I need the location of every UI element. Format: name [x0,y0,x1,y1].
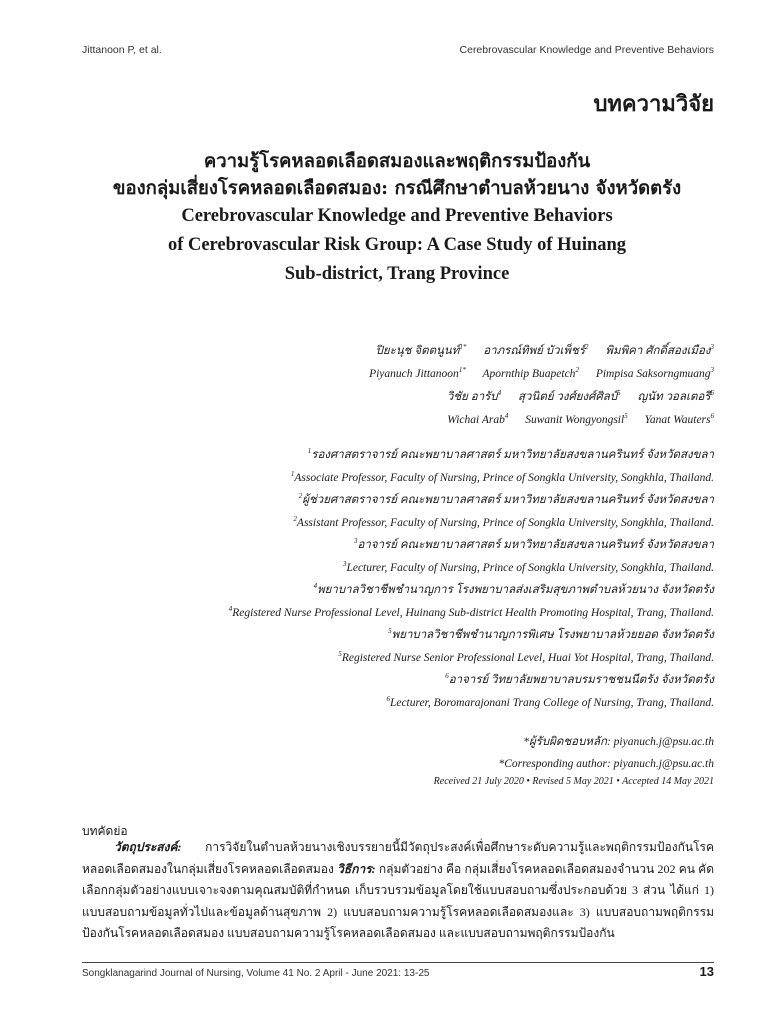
author-name: Apornthip Buapetch [482,368,576,380]
affiliation-sup: 4 [313,582,318,591]
author-row-english-1 [114,363,714,386]
affiliation-text: Lecturer, Boromarajonani Trang College of Nursing, Trang, Thailand. [389,696,714,709]
affiliation-line [24,489,714,512]
affiliation-text: อาจารย์ วิทยาลัยพยาบาลบรมราชชนนีตรัง จังหวัดตรัง [448,674,714,686]
author-name: ปิยะนุช จิตตนูนท์ [375,345,460,357]
section-label: บทความวิจัย [593,91,714,117]
author-name: อาภรณ์ทิพย์ บัวเพ็ชร์ [483,345,586,357]
affiliation-line [24,444,714,467]
footer-rule [82,962,714,963]
title-thai-line-1: ความรู้โรคหลอดเลือดสมองและพฤติกรรมป้องกัน [203,151,591,172]
abstract-heading: บทคัดย่อ [82,824,128,838]
author-name: Suwanit Wongyongsil [525,414,625,426]
author-sup: 4 [497,389,502,398]
author-sup: 3 [710,343,714,352]
title-thai-line-2: ของกลุ่มเสี่ยงโรคหลอดเลือดสมอง: กรณีศึกษาตำบลห้วยนาง จังหวัดตรัง [112,178,682,199]
author-row-thai-2 [114,386,714,409]
corresponding-author-thai: *ผู้รับผิดชอบหลัก: piyanuch.j@psu.ac.th [523,736,714,748]
author-name: ญนัท วอลเตอรี [637,391,711,403]
affiliation-sup: 3 [354,537,358,546]
corresponding-author-english: *Corresponding author: piyanuch.j@psu.ac.th [498,758,714,770]
affiliation-line [24,647,714,670]
affiliation-text: พยาบาลวิชาชีพชำนาญการพิเศษ โรงพยาบาลห้วยยอด จังหวัดตรัง [391,629,714,641]
author-sup: 1* [459,343,467,352]
author-row-english-2 [114,409,714,432]
affiliation-line [24,557,714,580]
author-sup: 6 [710,412,714,421]
running-header-author: Jittanoon P, et al. [82,44,162,56]
author-name: Yanat Wauters [644,414,711,426]
affiliation-text: Associate Professor, Faculty of Nursing, Prince of Songkla University, Songkhla, Thailand. [294,471,714,484]
affiliation-sup: 1 [307,447,312,456]
author-sup: 1* [458,366,466,375]
affiliation-sup: 6 [445,672,449,681]
affiliation-text: ผู้ช่วยศาสตราจารย์ คณะพยาบาลศาสตร์ มหาวิทยาลัยสงขลานครินทร์ จังหวัดสงขลา [302,494,714,506]
footer-journal-citation: Songklanagarind Journal of Nursing, Volume 41 No. 2 April - June 2021: 13-25 [82,968,430,979]
affiliation-line [24,669,714,692]
affiliation-sup: 4 [228,604,233,613]
affiliation-sup: 6 [386,694,390,703]
affiliation-line [24,467,714,490]
author-name: Wichai Arab [447,414,505,426]
affiliation-sup: 2 [298,492,303,501]
affiliation-text: พยาบาลวิชาชีพชำนาญการ โรงพยาบาลส่งเสริมสุขภาพตำบลห้วยนาง จังหวัดตรัง [317,584,714,596]
author-sup: 6 [710,389,714,398]
author-name: Pimpisa Saksorngmuang [595,368,711,380]
author-name: Piyanuch Jittanoon [369,368,459,380]
article-title [60,148,734,289]
affiliation-line [24,624,714,647]
affiliation-line [24,692,714,715]
affiliation-text: Assistant Professor, Faculty of Nursing, Prince of Songkla University, Songkhla, Thailand. [296,516,714,529]
affiliation-sup: 2 [293,514,297,523]
affiliation-sup: 5 [338,649,342,658]
method-label: วิธีการ: [337,861,376,876]
abstract-body [82,837,714,945]
affiliation-line [24,602,714,625]
affiliation-text: รองศาสตราจารย์ คณะพยาบาลศาสตร์ มหาวิทยาลัยสงขลานครินทร์ จังหวัดสงขลา [311,449,714,461]
author-sup: 4 [504,412,509,421]
affiliation-text: Lecturer, Faculty of Nursing, Prince of Songkla University, Songkhla, Thailand. [346,561,714,574]
corresponding-author [214,731,714,775]
author-sup: 2 [585,343,589,352]
affiliation-text: Registered Nurse Professional Level, Huinang Sub-district Health Promoting Hospital, Trang, Thailand. [232,606,714,619]
title-english-line-2: of Cerebrovascular Risk Group: A Case Study of Huinang [167,235,627,255]
running-header-title: Cerebrovascular Knowledge and Preventive Behaviors [459,44,714,56]
method-text: กลุ่มตัวอย่าง คือ กลุ่มเสี่ยงโรคหลอดเลือดสมองจำนวน 202 คน คัดเลือกกลุ่มตัวอย่างแบบเจาะจงตามคุณสมบัติที่กำหนด เก็บรวบรวมข้อมูลโดยใช้แบบสอบถามซึ่งประกอบด้วย 3 ส่วน ได้แก่ 1) แบบสอบถามข้อมูลทั่วไปและข้อมูลด้านสุขภาพ 2) แบบสอบถามความรู้โรคหลอดเลือดสมองและ 3) แบบสอบถามพฤติกรรมป้องกันโรคหลอดเลือดสมอง แบบสอบถามความรู้โรคหลอดเลือดสมอง และแบบสอบถามพฤติกรรมป้องกัน [82,861,714,941]
affiliation-text: Registered Nurse Senior Professional Level, Huai Yot Hospital, Trang, Thailand. [341,651,714,664]
affiliation-list [24,444,714,714]
affiliation-sup: 5 [388,627,392,636]
author-name: สุวนิตย์ วงศ์ยงศ์ศิลป์ [518,391,618,403]
author-name: วิชัย อารับ [446,391,498,403]
affiliation-text: อาจารย์ คณะพยาบาลศาสตร์ มหาวิทยาลัยสงขลานครินทร์ จังหวัดสงขลา [357,539,714,551]
affiliation-sup: 3 [342,559,347,568]
received-dates: Received 21 July 2020 • Revised 5 May 2021 • Accepted 14 May 2021 [433,776,714,787]
author-row-thai-1 [114,340,714,363]
author-list [114,340,714,432]
objective-text: การวิจัยในตำบลห้วยนางเชิงบรรยายนี้มีวัตถุประสงค์เพื่อศึกษาระดับความรู้และพฤติกรรมป้องกันโรคหลอดเลือดสมองในกลุ่มเสี่ยงโรคหลอดเลือดสมอง [82,840,714,876]
title-english-line-1: Cerebrovascular Knowledge and Preventive Behaviors [181,206,613,226]
affiliation-line [24,512,714,535]
author-sup: 5 [624,412,628,421]
title-english-line-3: Sub-district, Trang Province [284,264,510,284]
affiliation-line [24,579,714,602]
affiliation-sup: 1 [290,469,295,478]
author-sup: 5 [617,389,621,398]
author-name: พิมพิคา ศักดิ์สองเมือง [605,345,711,357]
objective-label: วัตถุประสงค์: [114,840,182,854]
author-sup: 3 [710,366,714,375]
author-sup: 2 [575,366,579,375]
page-number: 13 [699,964,714,979]
affiliation-line [24,534,714,557]
